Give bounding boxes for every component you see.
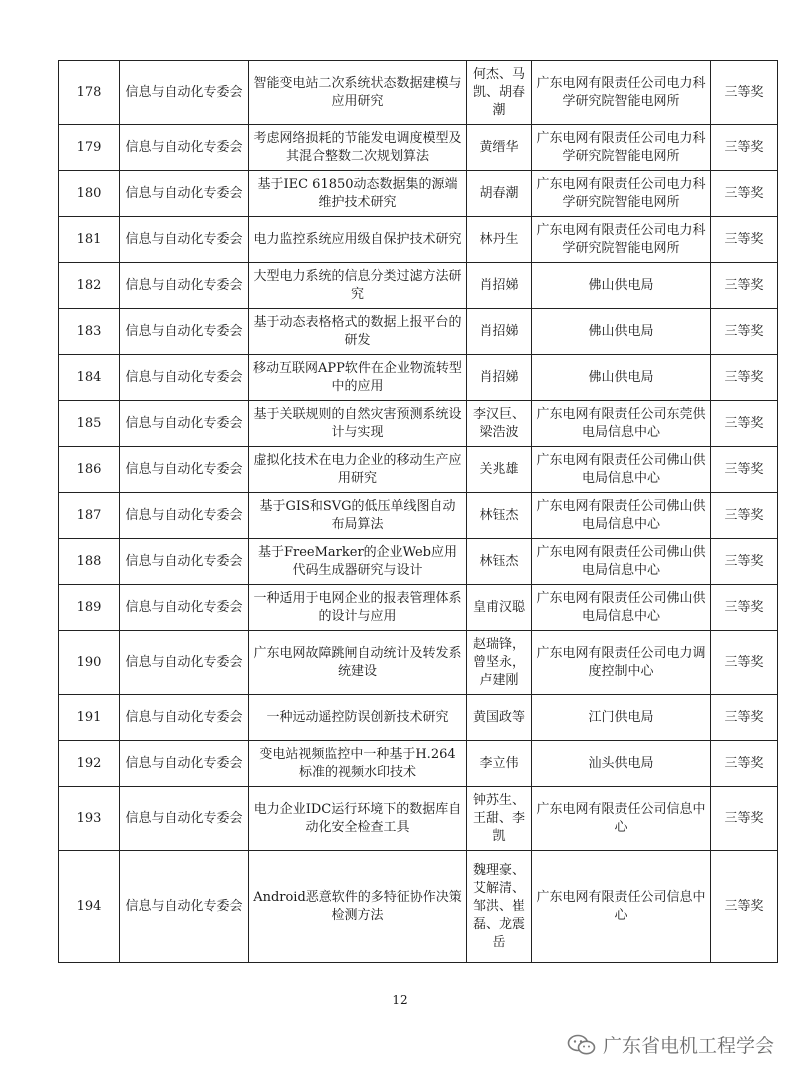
unit-cell-text: 广东电网有限责任公司佛山供电局信息中心	[536, 544, 706, 578]
unit-cell	[532, 263, 711, 309]
authors-cell	[467, 171, 532, 217]
title-cell	[249, 493, 467, 539]
committee-cell-text: 信息与自动化专委会	[125, 461, 243, 477]
award-cell	[711, 401, 778, 447]
title-cell	[249, 171, 467, 217]
title-cell-text: Android恶意软件的多特征协作决策检测方法	[253, 889, 462, 923]
committee-cell	[120, 263, 249, 309]
unit-cell	[532, 631, 711, 695]
table-row	[59, 447, 778, 493]
row-number-text: 193	[76, 810, 102, 826]
authors-cell	[467, 401, 532, 447]
title-cell-text: 基于关联规则的自然灾害预测系统设计与实现	[253, 406, 462, 440]
row-number	[59, 171, 120, 217]
row-number-text: 186	[76, 461, 102, 477]
authors-cell-text: 李汉巨、梁浩波	[472, 406, 525, 440]
committee-cell	[120, 585, 249, 631]
committee-cell-text: 信息与自动化专委会	[125, 231, 243, 247]
committee-cell	[120, 631, 249, 695]
committee-cell	[120, 493, 249, 539]
authors-cell	[467, 787, 532, 851]
title-cell-text: 虚拟化技术在电力企业的移动生产应用研究	[253, 452, 462, 486]
row-number	[59, 447, 120, 493]
committee-cell-text: 信息与自动化专委会	[125, 369, 243, 385]
award-cell	[711, 355, 778, 401]
title-cell-text: 基于FreeMarker的企业Web应用代码生成器研究与设计	[258, 544, 457, 578]
award-cell-text: 三等奖	[724, 323, 764, 339]
committee-cell	[120, 217, 249, 263]
row-number-text: 184	[76, 369, 102, 385]
table-row	[59, 401, 778, 447]
unit-cell	[532, 61, 711, 125]
row-number-text: 179	[76, 139, 102, 155]
row-number	[59, 125, 120, 171]
authors-cell-text: 黄缙华	[479, 139, 519, 155]
unit-cell-text: 江门供电局	[588, 709, 654, 725]
row-number	[59, 309, 120, 355]
authors-cell	[467, 263, 532, 309]
page-number: 12	[392, 993, 408, 1007]
committee-cell-text: 信息与自动化专委会	[125, 507, 243, 523]
title-cell	[249, 539, 467, 585]
title-cell	[249, 851, 467, 963]
unit-cell-text: 广东电网有限责任公司佛山供电局信息中心	[536, 590, 706, 624]
award-cell-text: 三等奖	[724, 507, 764, 523]
table-row	[59, 787, 778, 851]
row-number	[59, 493, 120, 539]
committee-cell-text: 信息与自动化专委会	[125, 654, 243, 670]
award-cell	[711, 263, 778, 309]
award-cell	[711, 447, 778, 493]
title-cell	[249, 447, 467, 493]
authors-cell	[467, 493, 532, 539]
award-cell-text: 三等奖	[724, 84, 764, 100]
row-number	[59, 851, 120, 963]
title-cell-text: 基于动态表格格式的数据上报平台的研发	[253, 314, 462, 348]
row-number-text: 178	[76, 84, 102, 100]
table-row	[59, 125, 778, 171]
award-cell-text: 三等奖	[724, 461, 764, 477]
table-row	[59, 539, 778, 585]
unit-cell	[532, 695, 711, 741]
table-row	[59, 355, 778, 401]
unit-cell-text: 广东电网有限责任公司佛山供电局信息中心	[536, 452, 706, 486]
watermark	[567, 1031, 774, 1058]
title-cell-text: 一种远动遥控防误创新技术研究	[266, 709, 449, 725]
committee-cell-text: 信息与自动化专委会	[125, 709, 243, 725]
awards-table	[58, 60, 778, 963]
authors-cell	[467, 539, 532, 585]
unit-cell	[532, 309, 711, 355]
title-cell	[249, 401, 467, 447]
authors-cell-text: 林钰杰	[479, 507, 519, 523]
authors-cell-text: 关兆雄	[479, 461, 519, 477]
title-cell-text: 移动互联网APP软件在企业物流转型中的应用	[253, 360, 462, 394]
unit-cell-text: 广东电网有限责任公司电力科学研究院智能电网所	[536, 176, 706, 210]
award-cell	[711, 539, 778, 585]
committee-cell-text: 信息与自动化专委会	[125, 139, 243, 155]
unit-cell-text: 广东电网有限责任公司电力调度控制中心	[536, 645, 706, 679]
award-cell-text: 三等奖	[724, 599, 764, 615]
unit-cell	[532, 171, 711, 217]
title-cell	[249, 217, 467, 263]
title-cell	[249, 125, 467, 171]
award-cell	[711, 493, 778, 539]
unit-cell	[532, 741, 711, 787]
committee-cell	[120, 61, 249, 125]
unit-cell	[532, 401, 711, 447]
unit-cell-text: 佛山供电局	[588, 277, 654, 293]
title-cell	[249, 309, 467, 355]
row-number	[59, 585, 120, 631]
committee-cell-text: 信息与自动化专委会	[125, 84, 243, 100]
award-cell-text: 三等奖	[724, 185, 764, 201]
row-number-text: 190	[76, 654, 102, 670]
authors-cell	[467, 447, 532, 493]
wechat-icon	[567, 1033, 597, 1057]
row-number	[59, 631, 120, 695]
committee-cell	[120, 355, 249, 401]
authors-cell-text: 李立伟	[479, 755, 519, 771]
row-number-text: 191	[76, 709, 102, 725]
title-cell-text: 变电站视频监控中一种基于H.264标准的视频水印技术	[259, 746, 456, 780]
unit-cell	[532, 787, 711, 851]
committee-cell	[120, 447, 249, 493]
title-cell	[249, 787, 467, 851]
title-cell	[249, 355, 467, 401]
award-cell	[711, 787, 778, 851]
unit-cell-text: 广东电网有限责任公司信息中心	[536, 801, 706, 835]
committee-cell-text: 信息与自动化专委会	[125, 277, 243, 293]
authors-cell-text: 钟苏生、王甜、李凯	[472, 792, 525, 844]
title-cell-text: 广东电网故障跳闸自动统计及转发系统建设	[253, 645, 462, 679]
title-cell-text: 大型电力系统的信息分类过滤方法研究	[253, 268, 462, 302]
committee-cell-text: 信息与自动化专委会	[125, 323, 243, 339]
authors-cell	[467, 851, 532, 963]
award-cell-text: 三等奖	[724, 415, 764, 431]
unit-cell-text: 佛山供电局	[588, 369, 654, 385]
unit-cell-text: 广东电网有限责任公司电力科学研究院智能电网所	[536, 75, 706, 109]
committee-cell	[120, 741, 249, 787]
authors-cell-text: 黄国政等	[472, 709, 525, 725]
unit-cell	[532, 217, 711, 263]
awards-table-body	[59, 61, 778, 963]
award-cell	[711, 851, 778, 963]
unit-cell	[532, 125, 711, 171]
committee-cell-text: 信息与自动化专委会	[125, 415, 243, 431]
award-cell	[711, 309, 778, 355]
authors-cell	[467, 217, 532, 263]
authors-cell-text: 何杰、马凯、胡春潮	[472, 66, 525, 118]
unit-cell-text: 广东电网有限责任公司佛山供电局信息中心	[536, 498, 706, 532]
table-row	[59, 171, 778, 217]
table-row	[59, 851, 778, 963]
award-cell-text: 三等奖	[724, 898, 764, 914]
award-cell	[711, 61, 778, 125]
committee-cell-text: 信息与自动化专委会	[125, 810, 243, 826]
committee-cell	[120, 695, 249, 741]
committee-cell	[120, 539, 249, 585]
title-cell	[249, 61, 467, 125]
row-number	[59, 61, 120, 125]
authors-cell-text: 肖招娣	[479, 369, 519, 385]
row-number	[59, 217, 120, 263]
committee-cell	[120, 851, 249, 963]
table-row	[59, 631, 778, 695]
award-cell-text: 三等奖	[724, 810, 764, 826]
title-cell-text: 电力企业IDC运行环境下的数据库自动化安全检查工具	[253, 801, 462, 835]
award-cell	[711, 125, 778, 171]
table-row	[59, 695, 778, 741]
unit-cell	[532, 539, 711, 585]
authors-cell	[467, 695, 532, 741]
title-cell-text: 考虑网络损耗的节能发电调度模型及其混合整数二次规划算法	[253, 130, 462, 164]
authors-cell-text: 肖招娣	[479, 323, 519, 339]
row-number-text: 180	[76, 185, 102, 201]
row-number-text: 187	[76, 507, 102, 523]
authors-cell-text: 肖招娣	[479, 277, 519, 293]
row-number	[59, 741, 120, 787]
row-number-text: 189	[76, 599, 102, 615]
table-row	[59, 61, 778, 125]
award-cell-text: 三等奖	[724, 709, 764, 725]
award-cell-text: 三等奖	[724, 231, 764, 247]
row-number	[59, 787, 120, 851]
row-number	[59, 539, 120, 585]
award-cell-text: 三等奖	[724, 277, 764, 293]
title-cell-text: 电力监控系统应用级自保护技术研究	[253, 231, 462, 247]
committee-cell-text: 信息与自动化专委会	[125, 898, 243, 914]
title-cell	[249, 585, 467, 631]
award-cell	[711, 741, 778, 787]
row-number	[59, 695, 120, 741]
title-cell	[249, 695, 467, 741]
authors-cell-text: 赵瑞锋，曾坚永，卢建刚	[472, 636, 525, 688]
authors-cell	[467, 309, 532, 355]
authors-cell	[467, 355, 532, 401]
title-cell	[249, 631, 467, 695]
row-number-text: 181	[76, 231, 102, 247]
award-cell-text: 三等奖	[724, 369, 764, 385]
committee-cell-text: 信息与自动化专委会	[125, 599, 243, 615]
title-cell-text: 智能变电站二次系统状态数据建模与应用研究	[253, 75, 462, 109]
table-row	[59, 263, 778, 309]
title-cell	[249, 741, 467, 787]
row-number	[59, 401, 120, 447]
award-cell-text: 三等奖	[724, 654, 764, 670]
authors-cell-text: 皇甫汉聪	[472, 599, 525, 615]
row-number-text: 192	[76, 755, 102, 771]
committee-cell	[120, 401, 249, 447]
authors-cell	[467, 61, 532, 125]
table-row	[59, 217, 778, 263]
award-cell	[711, 217, 778, 263]
unit-cell-text: 广东电网有限责任公司东莞供电局信息中心	[536, 406, 706, 440]
unit-cell	[532, 493, 711, 539]
unit-cell-text: 广东电网有限责任公司电力科学研究院智能电网所	[536, 222, 706, 256]
row-number-text: 188	[76, 553, 102, 569]
award-cell	[711, 171, 778, 217]
authors-cell	[467, 741, 532, 787]
table-row	[59, 741, 778, 787]
authors-cell-text: 林丹生	[479, 231, 519, 247]
unit-cell	[532, 851, 711, 963]
unit-cell-text: 广东电网有限责任公司电力科学研究院智能电网所	[536, 130, 706, 164]
authors-cell-text: 林钰杰	[479, 553, 519, 569]
watermark-text: 广东省电机工程学会	[602, 1035, 774, 1057]
authors-cell-text: 胡春潮	[479, 185, 519, 201]
award-cell-text: 三等奖	[724, 553, 764, 569]
unit-cell	[532, 355, 711, 401]
award-cell	[711, 631, 778, 695]
committee-cell	[120, 125, 249, 171]
authors-cell	[467, 631, 532, 695]
unit-cell-text: 广东电网有限责任公司信息中心	[536, 889, 706, 923]
title-cell-text: 基于IEC 61850动态数据集的源端维护技术研究	[257, 176, 458, 210]
row-number-text: 185	[76, 415, 102, 431]
committee-cell-text: 信息与自动化专委会	[125, 185, 243, 201]
unit-cell	[532, 585, 711, 631]
authors-cell	[467, 125, 532, 171]
award-cell-text: 三等奖	[724, 139, 764, 155]
committee-cell-text: 信息与自动化专委会	[125, 553, 243, 569]
row-number-text: 183	[76, 323, 102, 339]
table-row	[59, 585, 778, 631]
title-cell-text: 基于GIS和SVG的低压单线图自动布局算法	[259, 498, 456, 532]
committee-cell-text: 信息与自动化专委会	[125, 755, 243, 771]
title-cell	[249, 263, 467, 309]
row-number	[59, 355, 120, 401]
committee-cell	[120, 309, 249, 355]
row-number-text: 182	[76, 277, 102, 293]
title-cell-text: 一种适用于电网企业的报表管理体系的设计与应用	[253, 590, 462, 624]
table-row	[59, 493, 778, 539]
row-number-text: 194	[76, 898, 102, 914]
committee-cell	[120, 787, 249, 851]
award-cell	[711, 585, 778, 631]
award-cell-text: 三等奖	[724, 755, 764, 771]
award-cell	[711, 695, 778, 741]
table-row	[59, 309, 778, 355]
authors-cell	[467, 585, 532, 631]
unit-cell-text: 汕头供电局	[588, 755, 654, 771]
committee-cell	[120, 171, 249, 217]
authors-cell-text: 魏理豪、艾解清、邹洪、崔磊、龙震岳	[472, 862, 525, 950]
row-number	[59, 263, 120, 309]
unit-cell	[532, 447, 711, 493]
unit-cell-text: 佛山供电局	[588, 323, 654, 339]
